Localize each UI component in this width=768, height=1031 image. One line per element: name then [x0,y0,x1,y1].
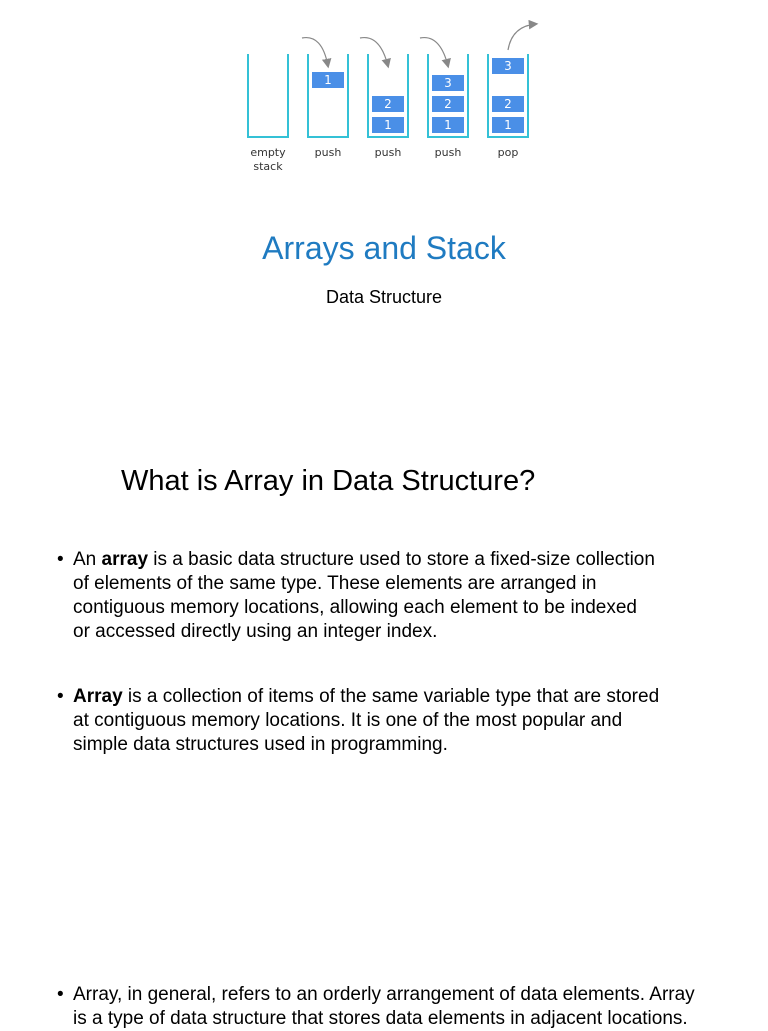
slide-subtitle: Data Structure [325,287,443,307]
push-arrow [360,38,388,66]
cell-label: 1 [444,118,452,132]
stack-push-3 [420,38,468,137]
stack-diagram-graphic [230,10,550,150]
bullet-line: Array, in general, refers to an orderly arrangement of data elements. Array [73,984,695,1005]
bullet-bold-term: array [101,549,149,570]
bullet-line: simple data structures used in programming. [73,734,448,755]
cell-label: 1 [324,73,332,87]
bullet-line: or accessed directly using an integer index. [73,621,438,642]
stack-label-line: push [434,146,462,159]
bullet-item [57,685,717,757]
cell-label: 2 [384,97,392,111]
bullet-mark: • [57,984,64,1005]
stack-push-pop-diagram [230,10,550,185]
pop-arrow [508,24,536,50]
slide-title: Arrays and Stack [262,230,506,266]
bullet-mark: • [57,686,64,707]
push-arrow [302,38,328,66]
cell-label: 1 [384,118,392,132]
stack-push-1 [302,38,348,137]
bullet-bold-term: Array [73,686,123,707]
push-arrow [420,38,448,66]
bullet-line [73,548,717,572]
stack-label-line: stack [253,160,283,173]
bullet-mark: • [57,549,64,570]
bullet-line [73,685,717,709]
bullet-text: is a basic data structure used to store a fixed-size collection [148,549,655,570]
bullet-text: An [73,549,102,570]
bullet-item [57,548,717,644]
bullet-text: is a collection of items of the same variable type that are stored [122,686,660,707]
slide-heading: What is Array in Data Structure? [121,465,536,497]
stack-label-pop [478,146,538,160]
bullet-line: at contiguous memory locations. It is one of the most popular and [73,710,623,731]
stack-label-push-3 [418,146,478,160]
cell-label: 3 [444,76,452,90]
cell-label: 2 [444,97,452,111]
cell-label: 2 [504,97,512,111]
stack-label-line: pop [497,146,519,159]
bullet-line: contiguous memory locations, allowing each element to be indexed [73,597,637,618]
stack-label-line: push [314,146,342,159]
popped-cell-label: 3 [504,59,512,73]
stack-pop [488,24,536,137]
stack-label-push-1 [298,146,358,160]
stack-label-push-2 [358,146,418,160]
bullet-line: is a type of data structure that stores data elements in adjacent locations. [73,1008,688,1029]
stack-label-empty [238,146,298,174]
cell-label: 1 [504,118,512,132]
stack-label-line: push [374,146,402,159]
stack-label-line: empty [250,146,286,159]
bullet-line: of elements of the same type. These elements are arranged in [73,573,597,594]
stack-empty [248,54,288,137]
title-slide [0,0,768,392]
stack-push-2 [360,38,408,137]
